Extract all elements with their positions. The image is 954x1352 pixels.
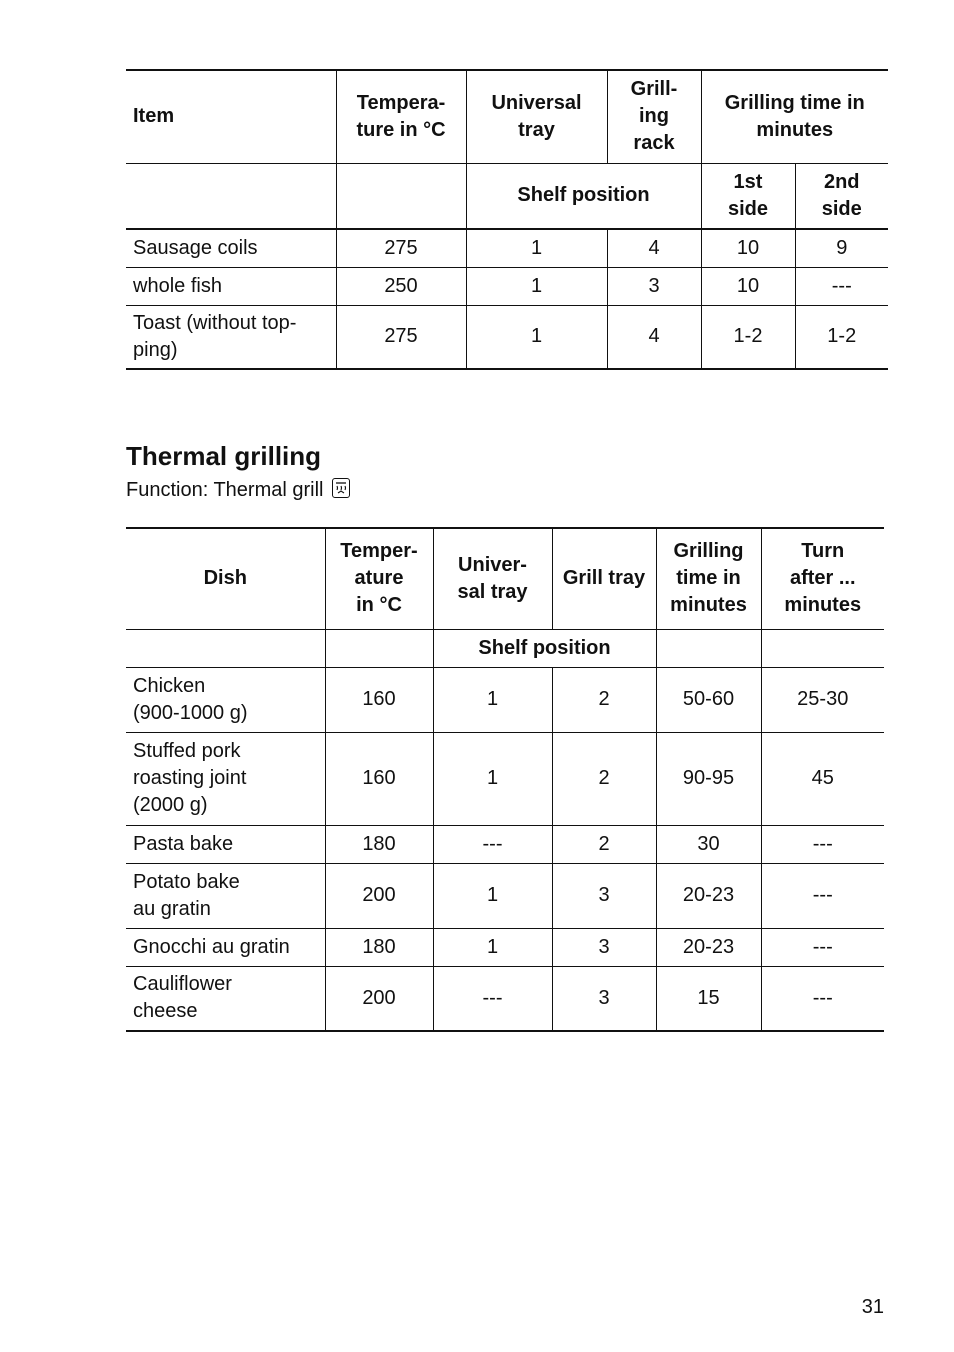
- cell-temp: 200: [325, 966, 433, 1031]
- function-line: [126, 477, 350, 503]
- header-dish: Dish: [203, 567, 247, 590]
- table-row: [126, 825, 884, 863]
- subheader-empty: [325, 629, 433, 667]
- cell-grill-tray: 3: [552, 863, 656, 928]
- cell-grilling-time: 30: [656, 825, 761, 863]
- header-grilling-rack: Grill- ing rack: [607, 70, 701, 163]
- table-subheader-row: [126, 163, 888, 229]
- cell-universal-tray: 1: [433, 928, 552, 966]
- cell-temp: 180: [325, 928, 433, 966]
- cell-temp: 250: [336, 267, 466, 305]
- header-temperature: Temper- ature in °C: [325, 528, 433, 629]
- header-universal-tray: Universal tray: [466, 70, 607, 163]
- cell-rack: 3: [607, 267, 701, 305]
- header-grilling-time: Grilling time in minutes: [656, 528, 761, 629]
- cell-grill-tray: 3: [552, 928, 656, 966]
- subheader-empty: [656, 629, 761, 667]
- cell-dish: Stuffed pork roasting joint (2000 g): [126, 732, 325, 825]
- page-number: 31: [861, 1296, 884, 1318]
- cell-grilling-time: 50-60: [656, 667, 761, 732]
- cell-tray: 1: [466, 229, 607, 267]
- cell-second-side: ---: [795, 267, 888, 305]
- function-label: Function: Thermal grill: [126, 479, 324, 501]
- header-shelf-position: Shelf position: [433, 629, 656, 667]
- cell-rack: 4: [607, 229, 701, 267]
- cell-grill-tray: 2: [552, 825, 656, 863]
- thermal-grill-icon: [332, 478, 350, 498]
- cell-temp: 275: [336, 229, 466, 267]
- cell-grilling-time: 90-95: [656, 732, 761, 825]
- table-row: [126, 667, 884, 732]
- cell-grilling-time: 20-23: [656, 863, 761, 928]
- cell-temp: 200: [325, 863, 433, 928]
- table-row: [126, 267, 888, 305]
- grilling-table: [126, 69, 888, 370]
- cell-temp: 275: [336, 305, 466, 369]
- cell-turn-after: ---: [761, 966, 884, 1031]
- cell-dish: Chicken (900-1000 g): [126, 667, 325, 732]
- cell-grilling-time: 15: [656, 966, 761, 1031]
- cell-temp: 160: [325, 667, 433, 732]
- cell-second-side: 1-2: [795, 305, 888, 369]
- cell-dish: Gnocchi au gratin: [126, 928, 325, 966]
- table-row: [126, 305, 888, 369]
- header-grilling-time: Grilling time in minutes: [701, 70, 888, 163]
- cell-second-side: 9: [795, 229, 888, 267]
- table-row: [126, 732, 884, 825]
- cell-grill-tray: 3: [552, 966, 656, 1031]
- header-shelf-position: Shelf position: [466, 163, 701, 229]
- table-row: [126, 229, 888, 267]
- subheader-empty: [336, 163, 466, 229]
- cell-first-side: 10: [701, 229, 795, 267]
- subheader-empty: [761, 629, 884, 667]
- subheader-empty: [126, 629, 325, 667]
- header-item: Item: [133, 105, 175, 128]
- cell-universal-tray: 1: [433, 863, 552, 928]
- thermal-grilling-table: [126, 527, 884, 1032]
- cell-item: Toast (without top- ping): [126, 305, 336, 369]
- header-grill-tray: Grill tray: [552, 528, 656, 629]
- cell-universal-tray: ---: [433, 825, 552, 863]
- cell-rack: 4: [607, 305, 701, 369]
- cell-temp: 180: [325, 825, 433, 863]
- cell-universal-tray: 1: [433, 732, 552, 825]
- cell-tray: 1: [466, 305, 607, 369]
- cell-dish: Pasta bake: [126, 825, 325, 863]
- header-turn-after: Turn after ... minutes: [761, 528, 884, 629]
- cell-item: whole fish: [126, 267, 336, 305]
- table-row: [126, 928, 884, 966]
- cell-first-side: 10: [701, 267, 795, 305]
- table-subheader-row: [126, 629, 884, 667]
- cell-temp: 160: [325, 732, 433, 825]
- cell-grill-tray: 2: [552, 667, 656, 732]
- cell-universal-tray: ---: [433, 966, 552, 1031]
- cell-dish: Potato bake au gratin: [126, 863, 325, 928]
- subheader-empty: [126, 163, 336, 229]
- cell-turn-after: 45: [761, 732, 884, 825]
- cell-grill-tray: 2: [552, 732, 656, 825]
- table-row: [126, 966, 884, 1031]
- table-row: [126, 863, 884, 928]
- header-temperature: Tempera- ture in °C: [336, 70, 466, 163]
- header-first-side: 1st side: [701, 163, 795, 229]
- cell-tray: 1: [466, 267, 607, 305]
- header-second-side: 2nd side: [795, 163, 888, 229]
- cell-universal-tray: 1: [433, 667, 552, 732]
- cell-grilling-time: 20-23: [656, 928, 761, 966]
- table-header-row: [126, 528, 884, 629]
- section-title: Thermal grilling: [126, 441, 322, 471]
- cell-turn-after: ---: [761, 825, 884, 863]
- cell-turn-after: 25-30: [761, 667, 884, 732]
- table-header-row: [126, 70, 888, 163]
- cell-turn-after: ---: [761, 863, 884, 928]
- cell-first-side: 1-2: [701, 305, 795, 369]
- cell-item: Sausage coils: [126, 229, 336, 267]
- header-universal-tray: Univer- sal tray: [433, 528, 552, 629]
- cell-turn-after: ---: [761, 928, 884, 966]
- cell-dish: Cauliflower cheese: [126, 966, 325, 1031]
